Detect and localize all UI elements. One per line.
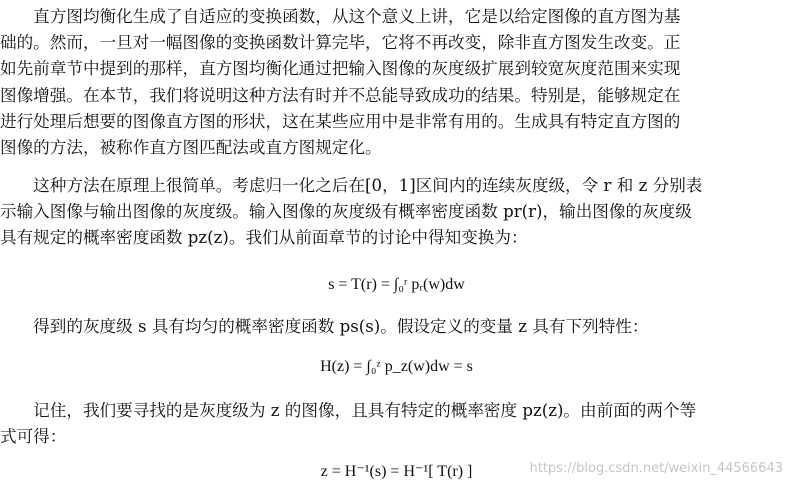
text-line: 记住，我们要寻找的是灰度级为 z 的图像，且具有特定的概率密度 pz(z)。由前面的两个等 <box>0 401 697 420</box>
paragraph-3 <box>0 314 786 340</box>
paragraph-4 <box>0 398 786 450</box>
equation-h-of-z: H(z) = ∫₀ᶻ p_z(w)dw = s <box>320 358 473 375</box>
text-line: 图像增强。在本节，我们将说明这种方法有时并不总能导致成功的结果。特别是，能够规定在 <box>0 85 681 105</box>
equation-inverse: z = H⁻¹(s) = H⁻¹[ T(r) ] <box>320 463 473 480</box>
text-line: 图像的方法，被称作直方图匹配法或直方图规定化。 <box>0 138 382 158</box>
text-line: 具有规定的概率密度函数 pz(z)。我们从前面章节的讨论中得知变换为： <box>0 228 528 248</box>
text-line: 这种方法在原理上很简单。考虑归一化之后在[0，1]区间内的连续灰度级，令 r 和 z 分别表 <box>0 176 703 195</box>
text-line: 进行处理后想要的图像直方图的形状，这在某些应用中是非常有用的。生成具有特定直方图的 <box>0 111 681 131</box>
paragraph-2 <box>0 173 786 252</box>
watermark: https://blog.csdn.net/weixin_44566643 <box>529 461 783 476</box>
text-line: 础的。然而，一旦对一幅图像的变换函数计算完毕，它将不再改变，除非直方图发生改变。正 <box>0 33 681 53</box>
text-line: 直方图均衡化生成了自适应的变换函数，从这个意义上讲，它是以给定图像的直方图为基 <box>0 7 681 26</box>
paragraph-1 <box>0 4 786 161</box>
text-line: 如先前章节中提到的那样，直方图均衡化通过把输入图像的灰度级扩展到较宽灰度范围来实现 <box>0 59 681 79</box>
text-line: 式可得： <box>0 427 67 447</box>
text-line: 得到的灰度级 s 具有均匀的概率密度函数 ps(s)。假设定义的变量 z 具有下列特性： <box>0 317 649 336</box>
equation-transform: s = T(r) = ∫₀ʳ pᵣ(w)dw <box>328 276 465 293</box>
text-line: 示输入图像与输出图像的灰度级。输入图像的灰度级有概率密度函数 pr(r)，输出图像的灰度级 <box>0 202 692 222</box>
